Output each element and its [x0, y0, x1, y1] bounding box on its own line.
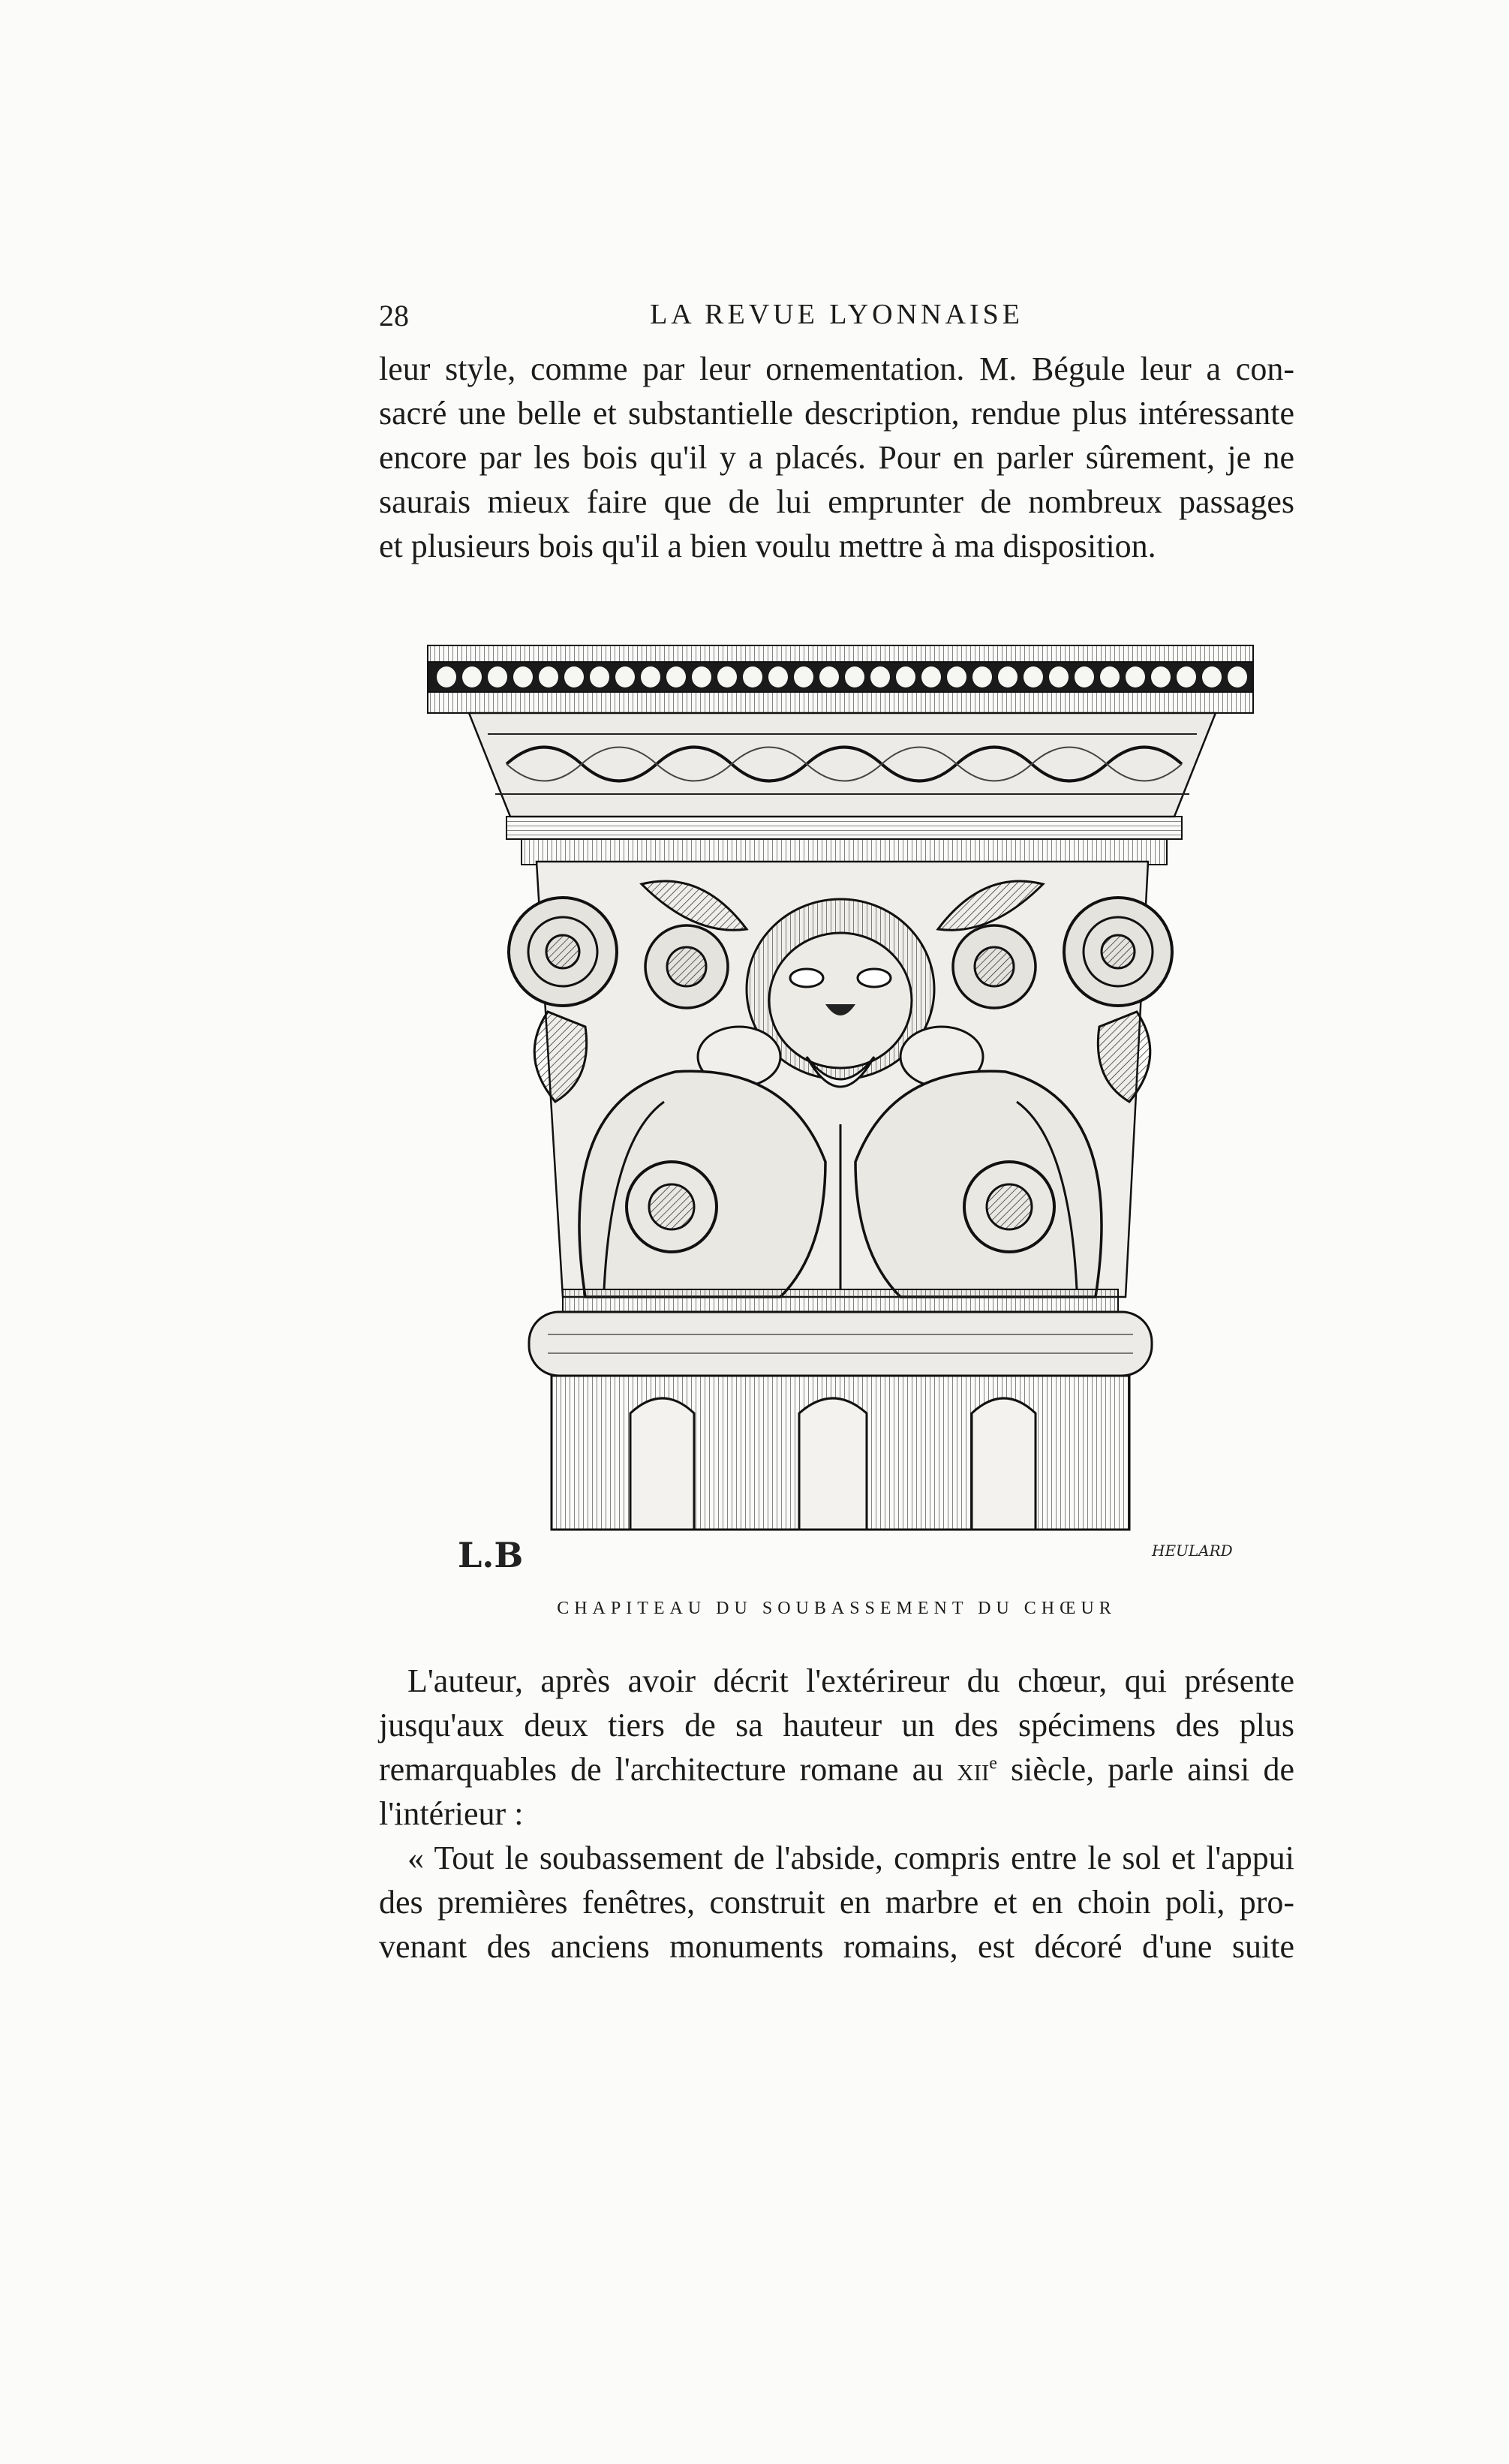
text-line: des premières fenêtres, construit en marbre et en choin poli, pro- [379, 1884, 1294, 1921]
bead-ornament [921, 666, 941, 687]
bead-ornament [666, 666, 686, 687]
text-line: encore par les bois qu'il y a placés. Pour en parler sûrement, je ne [379, 439, 1294, 476]
century-roman: xii [957, 1751, 990, 1788]
bead-ornament [1126, 666, 1145, 687]
bead-ornament [998, 666, 1018, 687]
bead-ornament [462, 666, 482, 687]
bead-ornament [845, 666, 864, 687]
bead-ornament [539, 666, 558, 687]
running-header [379, 298, 1294, 335]
text-line: L'auteur, après avoir décrit l'extérireur du chœur, qui présente [407, 1662, 1294, 1699]
text-line: et plusieurs bois qu'il a bien voulu mettre à ma disposition. [379, 528, 1156, 564]
bead-ornament [488, 666, 507, 687]
bead-ornament [641, 666, 660, 687]
bead-ornament [1228, 666, 1247, 687]
bead-ornament [794, 666, 813, 687]
abacus [428, 645, 1253, 817]
text-line: jusqu'aux deux tiers de sa hauteur un des spécimens des plus [379, 1707, 1294, 1743]
text-line: leur style, comme par leur ornementation. M. Bégule leur a con- [379, 350, 1294, 387]
text-line: l'intérieur : [379, 1795, 524, 1832]
bead-ornament [1177, 666, 1196, 687]
bead-ornament [615, 666, 635, 687]
bead-ornament [1024, 666, 1043, 687]
bead-ornament [590, 666, 609, 687]
bead-ornament [870, 666, 890, 687]
bead-ornament [896, 666, 915, 687]
paragraph-bottom [379, 1659, 1294, 1969]
astragal [563, 1289, 1118, 1312]
bead-ornament [768, 666, 788, 687]
torus [529, 1312, 1152, 1376]
text-line: venant des anciens monuments romains, est décoré d'une suite [379, 1928, 1294, 1965]
bead-ornament [437, 666, 456, 687]
text-segment: siècle, parle ainsi de [996, 1751, 1295, 1788]
bead-ornament [1151, 666, 1171, 687]
bead-ornament [972, 666, 992, 687]
bead-ornament [743, 666, 762, 687]
bead-ornament [1049, 666, 1069, 687]
page-number: 28 [379, 299, 409, 332]
bead-ornament [1202, 666, 1222, 687]
text-line [379, 1747, 1294, 1792]
century-suffix: e [989, 1753, 997, 1774]
bead-ornament [564, 666, 584, 687]
text-line: « Tout le soubassement de l'abside, compris entre le sol et l'appui [407, 1840, 1294, 1876]
bead-ornament [717, 666, 737, 687]
text-line: sacré une belle et substantielle description, rendue plus intéressante [379, 395, 1294, 432]
upper-moulding [507, 817, 1182, 839]
bead-ornament [1100, 666, 1120, 687]
engraver-signature: HEULARD [1152, 1542, 1233, 1560]
bead-ornament [947, 666, 966, 687]
shaft [552, 1376, 1129, 1530]
running-title: LA REVUE LYONNAISE [650, 299, 1024, 330]
bead-ornament [819, 666, 839, 687]
text-line: saurais mieux faire que de lui emprunter de nombreux passages [379, 483, 1294, 520]
capital-engraving [416, 636, 1261, 1582]
bead-ornament [1075, 666, 1094, 687]
bead-ornament [513, 666, 533, 687]
monogram: L.B [458, 1535, 524, 1575]
paragraph-top [379, 347, 1294, 568]
figure-caption: CHAPITEAU DU SOUBASSEMENT DU CHŒUR [557, 1599, 1117, 1618]
capital-bell [509, 862, 1172, 1297]
text-segment: remarquables de l'architecture romane au [379, 1751, 944, 1788]
bead-ornament [692, 666, 711, 687]
